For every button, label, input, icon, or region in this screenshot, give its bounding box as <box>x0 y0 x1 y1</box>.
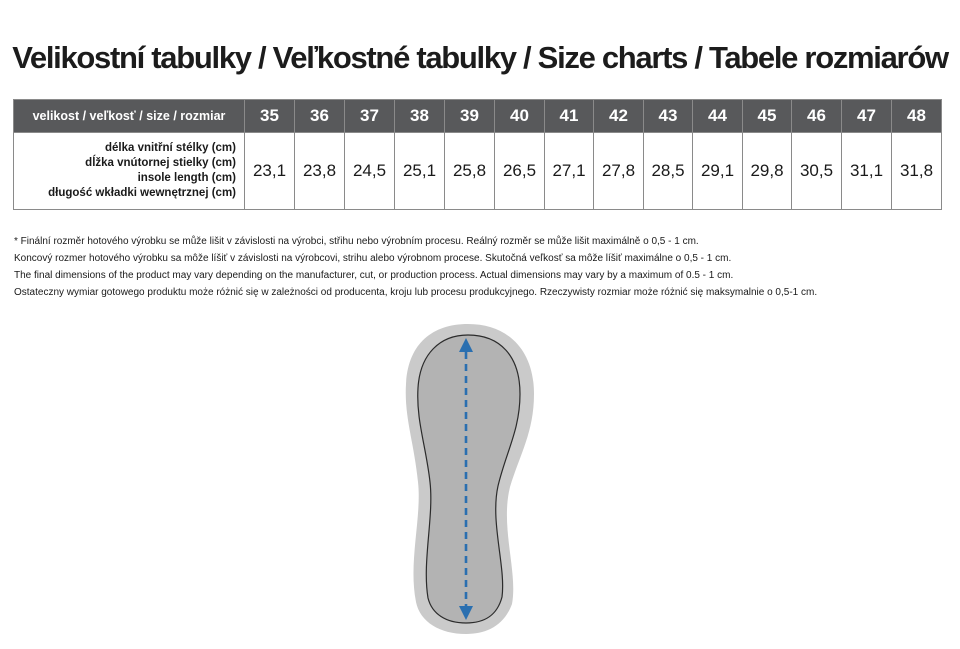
row-label-cz: délka vnitřní stélky (cm) <box>104 142 236 154</box>
size-header-label: velikost / veľkosť / size / rozmiar <box>14 100 245 133</box>
length-cell: 23,8 <box>295 133 345 210</box>
size-header-cell: 40 <box>495 100 545 133</box>
size-header-cell: 43 <box>644 100 693 133</box>
length-cell: 25,8 <box>445 133 495 210</box>
size-header-cell: 36 <box>295 100 345 133</box>
row-label-sk: dĺžka vnútornej stielky (cm) <box>85 157 236 169</box>
length-cell: 28,5 <box>644 133 693 210</box>
insole-length-row <box>14 133 942 210</box>
note-en: The final dimensions of the product may vary depending on the manufacturer, cut, or production process. Actual dimensions may vary by a maximum of 0.5 - 1 cm. <box>14 270 734 281</box>
size-header-cell: 48 <box>892 100 942 133</box>
size-header-cell: 38 <box>395 100 445 133</box>
size-header-cell: 35 <box>245 100 295 133</box>
size-chart-table <box>13 99 942 210</box>
size-header-cell: 41 <box>545 100 594 133</box>
length-cell: 23,1 <box>245 133 295 210</box>
row-label-en: insole length (cm) <box>137 172 236 184</box>
insole-length-diagram-icon <box>400 322 540 637</box>
size-header-cell: 47 <box>842 100 892 133</box>
note-sk: Koncový rozmer hotového výrobku sa môže líšiť v závislosti na výrobcovi, strihu alebo výrobnom procese. Skutočná veľkosť sa môže líšiť maximálne o 0,5 - 1 cm. <box>14 253 732 264</box>
length-cell: 26,5 <box>495 133 545 210</box>
length-cell: 24,5 <box>345 133 395 210</box>
page-title: Velikostní tabulky / Veľkostné tabulky / Size charts / Tabele rozmiarów <box>12 40 948 75</box>
length-cell: 31,8 <box>892 133 942 210</box>
size-header-cell: 44 <box>693 100 743 133</box>
length-cell: 31,1 <box>842 133 892 210</box>
size-header-cell: 45 <box>743 100 792 133</box>
size-header-cell: 39 <box>445 100 495 133</box>
row-label-pl: długość wkładki wewnętrznej (cm) <box>48 187 236 199</box>
disclaimer-notes <box>14 233 817 301</box>
size-header-cell: 37 <box>345 100 395 133</box>
length-cell: 29,8 <box>743 133 792 210</box>
length-cell: 27,1 <box>545 133 594 210</box>
length-cell: 27,8 <box>594 133 644 210</box>
size-header-row <box>14 100 942 133</box>
length-cell: 30,5 <box>792 133 842 210</box>
insole-length-label <box>14 133 245 210</box>
note-pl: Ostateczny wymiar gotowego produktu może różnić się w zależności od producenta, kroju lub procesu produkcyjnego. Rzeczywisty rozmiar może różnić się maksymalnie o 0,5-1 cm. <box>14 287 818 298</box>
length-cell: 29,1 <box>693 133 743 210</box>
size-header-cell: 42 <box>594 100 644 133</box>
size-header-cell: 46 <box>792 100 842 133</box>
length-cell: 25,1 <box>395 133 445 210</box>
note-cz: * Finální rozměr hotového výrobku se může lišit v závislosti na výrobci, střihu nebo výrobním procesu. Reálný rozměr se může lišit maximálně o 0,5 - 1 cm. <box>14 236 699 247</box>
